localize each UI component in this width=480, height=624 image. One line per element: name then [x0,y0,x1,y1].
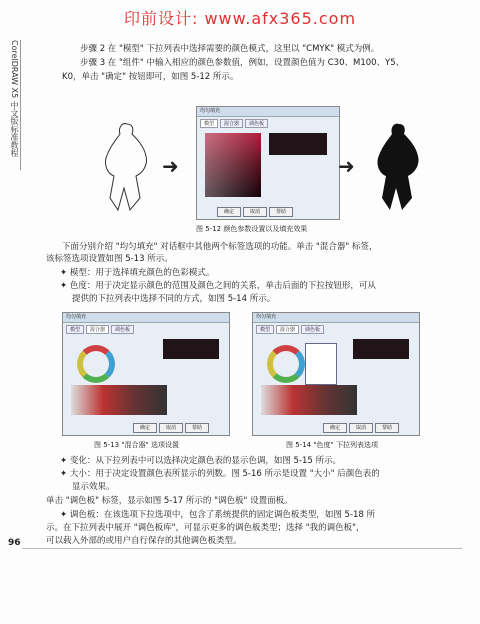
ok-button[interactable]: 确定 [217,207,241,217]
tab-model[interactable]: 模型 [200,119,218,128]
bullet-hue-cont: 提供的下拉列表中选择不同的方式，如图 5-14 所示。 [72,294,276,304]
ok-button[interactable]: 确定 [133,423,157,433]
bullet-palette: ✦ 调色板：在该选项下拉选项中，包含了系统提供的固定调色板类型，如图 5-18 所 [60,510,376,520]
color-table[interactable] [71,385,167,415]
bullet-palette-cont2: 可以载入外部的或用户自行保存的其他调色板类型。 [46,536,242,546]
tab-palette[interactable]: 调色板 [301,325,324,334]
uniform-fill-dialog [196,106,340,220]
intro-text: 下面分别介绍 "均匀填充" 对话框中其他两个标签选项的功能。单击 "混合器" 标签， [62,242,378,252]
dialog-tabs [253,323,419,336]
watermark: 印前设计: www.afx365.com [123,9,357,28]
bullet-palette-cont: 示。在下拉列表中展开 "调色板库"，可显示更多的调色板类型；选择 "我的调色板"， [46,523,365,533]
dialog-tabs [63,323,229,336]
dialog-title: 均匀填充 [253,313,419,323]
figure-caption: 图 5-14 "色度" 下拉列表选项 [286,441,379,449]
sidebar-title: CorelDRAW X5 中文版标准教程 [6,40,21,170]
palette-text: 单击 "调色板" 标签，显示如图 5-17 所示的 "调色板" 设置面板。 [46,496,293,506]
figure-5-14-dialog [252,312,420,436]
help-button[interactable]: 帮助 [185,423,209,433]
bullet-variation: ✦ 变化：从下拉列表中可以选择决定颜色表的显示色调，如图 5-15 所示。 [60,456,342,466]
tab-mixer[interactable]: 混合器 [276,325,299,334]
filled-figure-icon [364,118,434,214]
bullet-size-cont: 显示效果。 [72,482,115,492]
color-wheel[interactable] [267,345,305,383]
dialog-title: 均匀填充 [63,313,229,323]
hue-dropdown-list[interactable] [305,343,337,385]
cancel-button[interactable]: 取消 [159,423,183,433]
tab-palette[interactable]: 调色板 [245,119,268,128]
tab-model[interactable]: 模型 [66,325,84,334]
step2-text: 步骤 2 在 "模型" 下拉列表中选择需要的颜色模式，这里以 "CMYK" 模式为例。 [80,44,380,54]
figure-caption: 图 5-12 颜色参数设置以及填充效果 [196,225,308,233]
footer-rule [22,548,462,549]
figure-caption: 图 5-13 "混合器" 选项设置 [94,441,180,449]
tab-model[interactable]: 模型 [256,325,274,334]
arrow-right-icon: ➜ [162,154,179,178]
intro-text-cont: 该标签选项设置如图 5-13 所示。 [46,254,173,264]
tab-mixer[interactable]: 混合器 [86,325,109,334]
ok-button[interactable]: 确定 [323,423,347,433]
dialog-title: 均匀填充 [197,107,339,117]
bullet-hue: ✦ 色度：用于决定显示颜色的范围及颜色之间的关系，单击后面的下拉按钮形，可从 [60,281,376,291]
cancel-button[interactable]: 取消 [243,207,267,217]
tab-palette[interactable]: 调色板 [111,325,134,334]
color-swatch [269,133,327,155]
color-table[interactable] [261,385,357,415]
arrow-right-icon: ➜ [338,154,355,178]
bullet-size: ✦ 大小：用于决定设置颜色表所显示的列数。图 5-16 所示是设置 "大小" 后颜色表的 [60,469,380,479]
page-number: 96 [8,538,21,548]
color-wheel[interactable] [77,345,115,383]
cancel-button[interactable]: 取消 [349,423,373,433]
step3-text-cont: K0，单击 "确定" 按钮即可，如图 5-12 所示。 [62,72,239,82]
color-field[interactable] [205,133,261,197]
step3-text: 步骤 3 在 "组件" 中输入相应的颜色参数值，例如，设置颜色值为 C30、M100、Y5、 [80,58,405,68]
bullet-model: ✦ 模型：用于选择填充颜色的色彩模式。 [60,268,215,278]
outline-figure-icon [92,118,162,214]
help-button[interactable]: 帮助 [269,207,293,217]
help-button[interactable]: 帮助 [375,423,399,433]
tab-mixer[interactable]: 混合器 [220,119,243,128]
figure-5-13-dialog [62,312,230,436]
dialog-tabs [197,117,339,130]
color-swatch [353,339,409,359]
color-swatch [163,339,219,359]
